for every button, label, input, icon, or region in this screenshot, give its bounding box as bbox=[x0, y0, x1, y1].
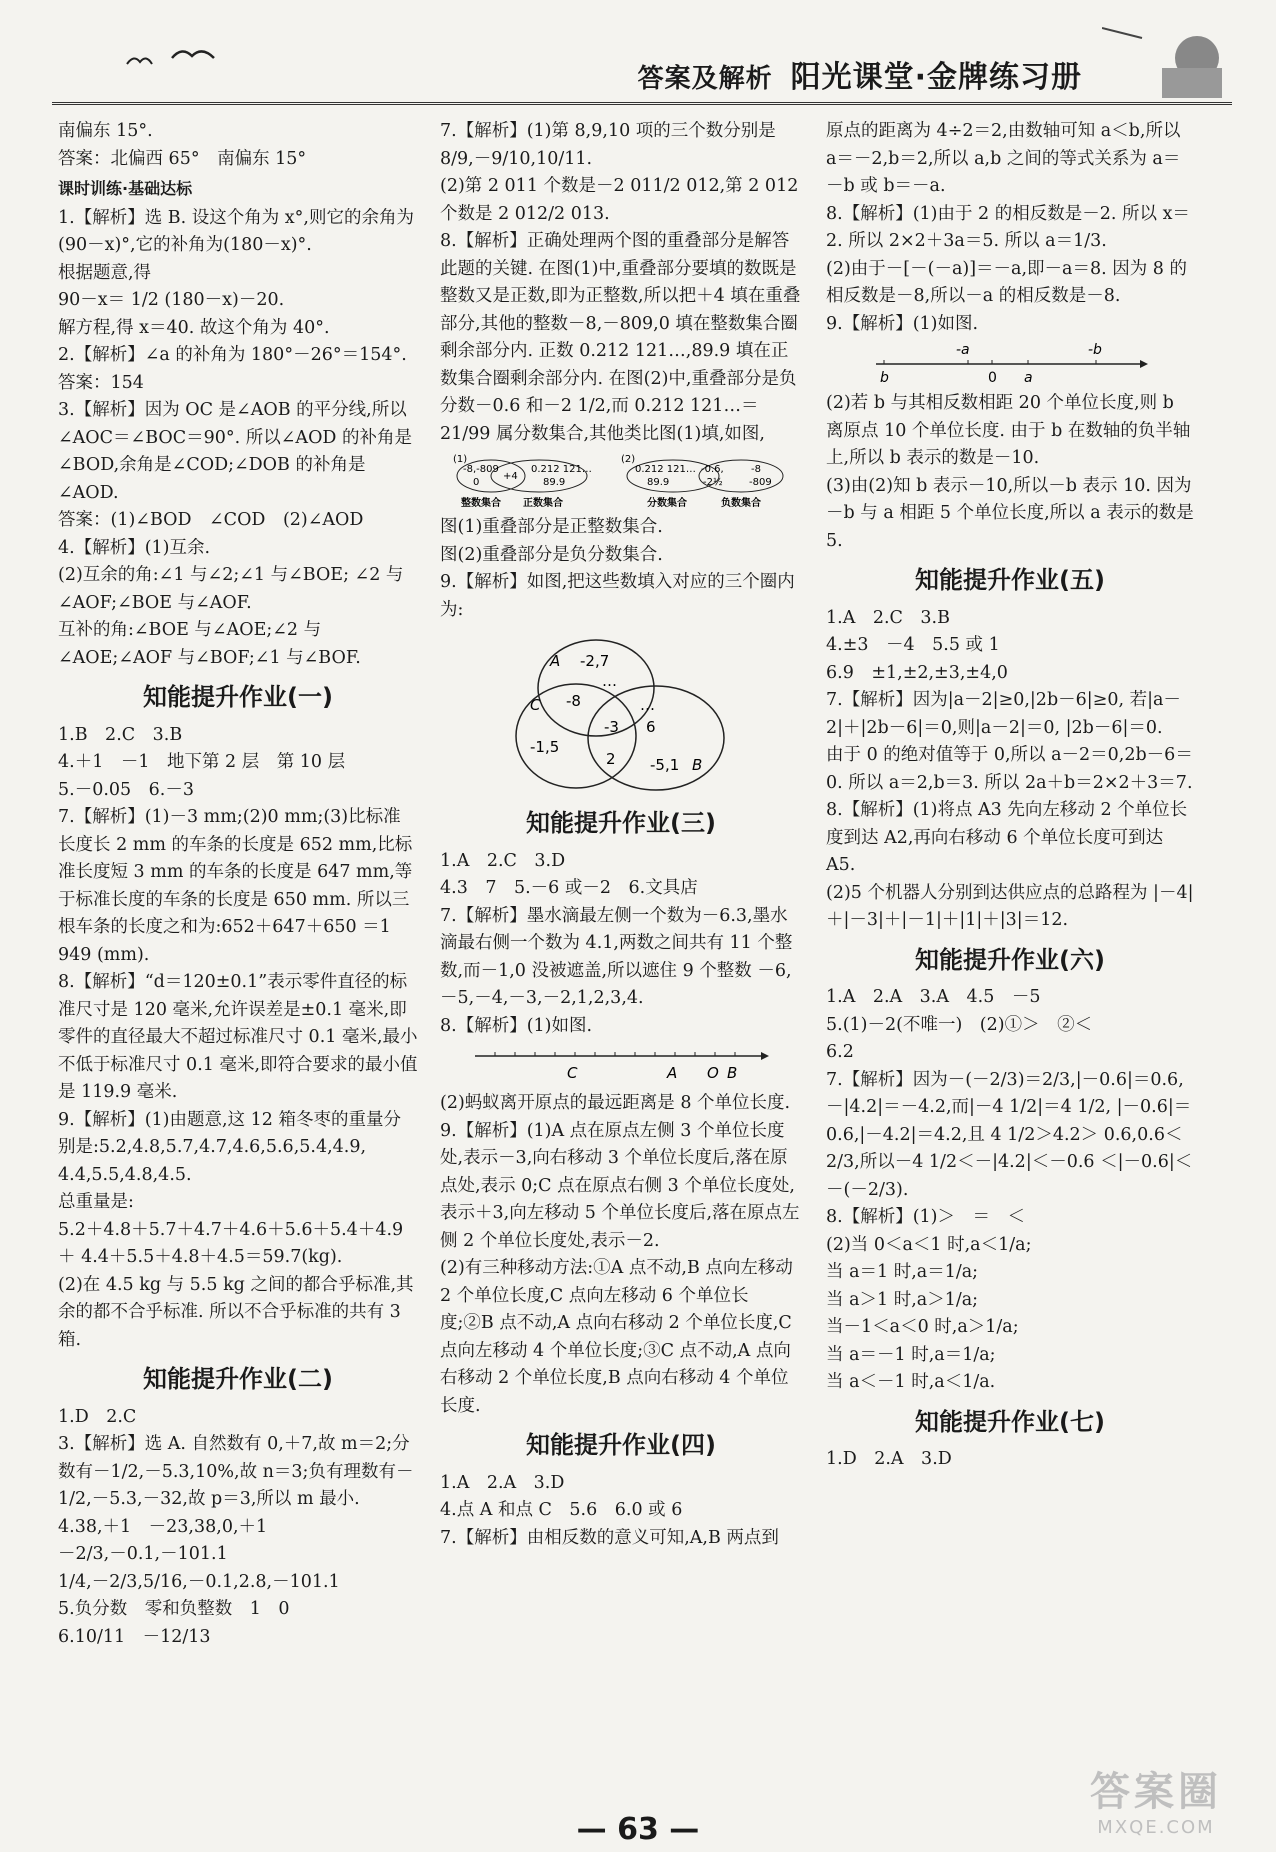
text-line: 原点的距离为 4÷2＝2,由数轴可知 a＜b,所以 a＝－2,b＝2,所以 a,b 之间的等式关系为 a＝－b 或 b＝－a. bbox=[826, 121, 1181, 196]
section-heading: 知能提升作业(七) bbox=[915, 1407, 1105, 1436]
venn-diagram bbox=[506, 628, 736, 798]
point-label: C bbox=[567, 1064, 578, 1082]
text-line: 当 a＝1 时,a＝1/a; bbox=[826, 1262, 979, 1282]
text-line: －2/3,－0.1,－101.1 bbox=[58, 1544, 228, 1564]
answer-item: 6.9 ±1,±2,±3,±4,0 bbox=[826, 662, 1008, 683]
text-line: 图(2)重叠部分是负分数集合. bbox=[440, 544, 663, 565]
answer-item: 4.点 A 和点 C 5.6 6.0 或 6 bbox=[440, 1500, 683, 1520]
text-line: (2)5 个机器人分别到达供应点的总路程为 |－4|＋|－3|＋|－1|＋|1|＋|3|＝12. bbox=[826, 882, 1194, 930]
page-number: — 63 — bbox=[576, 1812, 700, 1847]
column-3 bbox=[826, 118, 1194, 1474]
answer-item: 1.A 2.A 3.A 4.5 －5 bbox=[826, 987, 1041, 1007]
answer-item: 4.±3 －4 5.5 或 1 bbox=[826, 635, 1000, 655]
answer-item: 9.【解析】(1)A 点在原点左侧 3 个单位长度处,表示－3,向右移动 3 个单位长度后,落在原点处,表示 0;C 点在原点右侧 3 个单位长度处,表示＋3,向左移动 5 个单位长度后,落在原点左侧 2 个单位长度处,表示－2. bbox=[440, 1120, 800, 1251]
equation-line: 5.2＋4.8＋5.7＋4.7＋4.6＋5.6＋5.4＋4.9＋ 4.4＋5.5＋4.8＋4.5＝59.7(kg). bbox=[58, 1219, 404, 1267]
section-heading: 知能提升作业(五) bbox=[915, 566, 1105, 594]
fig2-caption: 负数集合 bbox=[721, 498, 761, 509]
answer-item: 9.【解析】(1)如图. bbox=[826, 313, 979, 334]
fig1-set-text: 0 bbox=[473, 477, 480, 488]
answer-item: 1.B 2.C 3.B bbox=[58, 724, 183, 745]
fig2-label: (2) bbox=[621, 454, 636, 465]
answer-item: 7.【解析】(1)第 8,9,10 项的三个数分别是 8/9,－9/10,10/11. bbox=[440, 121, 776, 169]
venn-label: C bbox=[530, 696, 541, 714]
text-line: 解方程,得 x＝40. 故这个角为 40°. bbox=[58, 317, 330, 338]
text-line: 当－1＜a＜0 时,a＞1/a; bbox=[826, 1317, 1019, 1337]
fig1-set-text: -8,-809 bbox=[463, 464, 499, 475]
section-heading: 知能提升作业(一) bbox=[143, 683, 333, 711]
fig2-set-text: 0.212 121… bbox=[635, 464, 696, 475]
axis-arrow bbox=[761, 1052, 769, 1060]
birds-icon bbox=[122, 44, 242, 74]
answer-item: 8.【解析】“d＝120±0.1”表示零件直径的标准尺寸是 120 毫米,允许误差是±0.1 毫米,即零件的直径最大不超过标准尺寸 0.1 毫米,最小不低于标准尺寸 0.1 毫米,即符合要求的最小值是 119.9 毫米. bbox=[58, 972, 418, 1102]
fig1-caption: 整数集合 bbox=[461, 498, 501, 509]
page-header bbox=[52, 40, 1232, 105]
text-line: 根据题意,得 bbox=[58, 262, 152, 283]
venn-value: 2 bbox=[606, 750, 616, 768]
text-line: (2)若 b 与其相反数相距 20 个单位长度,则 b 离原点 10 个单位长度. 由于 b 在数轴的负半轴上,所以 b 表示的数是－10. bbox=[826, 393, 1191, 468]
venn-label: B bbox=[692, 756, 703, 774]
section-heading: 知能提升作业(四) bbox=[526, 1431, 716, 1459]
answer-item: 7.【解析】由相反数的意义可知,A,B 两点到 bbox=[440, 1527, 779, 1548]
fig1-label: (1) bbox=[453, 454, 468, 465]
venn-label: A bbox=[550, 652, 561, 670]
answer-item: 5.(1)－2(不唯一) (2)①＞ ②＜ bbox=[826, 1014, 1093, 1035]
fig1-set-text: 89.9 bbox=[543, 477, 566, 488]
text-line: (2)在 4.5 kg 与 5.5 kg 之间的都合乎标准,其余的都不合乎标准. 所以不合乎标准的共有 3 箱. bbox=[58, 1274, 414, 1350]
answer-item: 1.D 2.C bbox=[58, 1406, 137, 1427]
answer-item: 1.【解析】选 B. 设这个角为 x°,则它的余角为 (90－x)°,它的补角为(180－x)°. bbox=[58, 207, 414, 255]
text-line: 答案：154 bbox=[58, 372, 144, 393]
watermark-url: MXQE.COM bbox=[1097, 1817, 1215, 1838]
point-label: b bbox=[880, 370, 889, 386]
fig2-set-text: -809 bbox=[749, 477, 772, 488]
fig1-set-text: +4 bbox=[503, 471, 518, 482]
watermark-text: 答案圈 bbox=[1090, 1769, 1222, 1815]
venn-circle-b bbox=[588, 686, 724, 790]
point-label: -b bbox=[1088, 342, 1102, 358]
venn-value: -2,7 bbox=[580, 652, 610, 670]
text-line: (2)互余的角:∠1 与∠2;∠1 与∠BOE; ∠2 与∠AOF;∠BOE 与∠AOF. bbox=[58, 565, 404, 613]
text-line: (2)当 0＜a＜1 时,a＜1/a; bbox=[826, 1234, 1032, 1255]
text-line: 当 a＞1 时,a＞1/a; bbox=[826, 1289, 979, 1310]
text-line: 当 a＜－1 时,a＜1/a. bbox=[826, 1372, 996, 1392]
answer-item: 6.2 bbox=[826, 1042, 854, 1062]
axis-arrow bbox=[1140, 360, 1148, 368]
text-line: (3)由(2)知 b 表示－10,所以－b 表示 10. 因为－b 与 a 相距 5 个单位长度,所以 a 表示的数是 5. bbox=[826, 475, 1194, 551]
point-label: O bbox=[707, 1064, 719, 1082]
column-1 bbox=[58, 118, 418, 1651]
venn-value: -8 bbox=[566, 692, 581, 710]
set-diagrams bbox=[451, 452, 791, 510]
answer-item: 1.A 2.A 3.D bbox=[440, 1472, 565, 1493]
text-line: 南偏东 15°. bbox=[58, 121, 153, 141]
answer-item: 8.【解析】(1)由于 2 的相反数是－2. 所以 x＝2. 所以 2×2＋3a＝5. 所以 a＝1/3. bbox=[826, 203, 1190, 251]
text-line: (2)由于－[－(－a)]＝－a,即－a＝8. 因为 8 的相反数是－8,所以－a 的相反数是－8. bbox=[826, 258, 1187, 306]
point-label: A bbox=[667, 1064, 678, 1082]
fig2-caption: 分数集合 bbox=[647, 498, 687, 509]
header-title: 答案及解析 阳光课堂·金牌练习册 bbox=[637, 60, 1082, 95]
text-line: 互补的角:∠BOE 与∠AOE;∠2 与 ∠AOE;∠AOF 与∠BOF;∠1 与∠BOF. bbox=[58, 620, 361, 668]
fig1-caption: 正数集合 bbox=[523, 498, 563, 509]
point-label: 0 bbox=[988, 370, 997, 386]
section-subtitle: 课时训练·基础达标 bbox=[58, 179, 193, 198]
point-label: -a bbox=[956, 342, 970, 358]
point-label: a bbox=[1024, 370, 1033, 386]
answer-item: 2.【解析】∠a 的补角为 180°－26°＝154°. bbox=[58, 345, 407, 365]
section-heading: 知能提升作业(三) bbox=[526, 809, 716, 837]
answer-item: 8.【解析】(1)如图. bbox=[440, 1015, 593, 1036]
number-line-col2 bbox=[471, 1044, 771, 1086]
answer-item: 8.【解析】(1)将点 A3 先向左移动 2 个单位长度到达 A2,再向右移动 6 个单位长度可到达 A5. bbox=[826, 800, 1188, 875]
fig1-set-text: 0.212 121… bbox=[531, 464, 592, 475]
watermark bbox=[1076, 1760, 1236, 1840]
text-line: 答案：(1)∠BOD ∠COD (2)∠AOD bbox=[58, 510, 364, 530]
answer-item: 8.【解析】正确处理两个图的重叠部分是解答此题的关键. 在图(1)中,重叠部分要填的数既是整数又是正数,即为正整数,所以把＋4 填在重叠部分,其他的整数－8,－809,0 填在整数集合圈剩余部分内. 正数 0.212 121…,89.9 填在正数集合圈剩余部分内. 在图(2)中,重叠部分是负分数－0.6 和－2 1/2,而 0.212 121…＝21/99 属分数集合,其他类比图(1)填,如图, bbox=[440, 231, 801, 444]
fig2-set-text: -0.6, bbox=[701, 464, 724, 475]
text-line: (2)蚂蚁离开原点的最远距离是 8 个单位长度. bbox=[440, 1093, 791, 1113]
section-heading: 知能提升作业(二) bbox=[143, 1365, 333, 1393]
text-line: 当 a＝－1 时,a＝1/a; bbox=[826, 1344, 996, 1365]
fig2-set-text: -8 bbox=[751, 464, 761, 475]
point-label: B bbox=[727, 1064, 738, 1082]
text-line: 答案：北偏西 65° 南偏东 15° bbox=[58, 148, 307, 169]
answer-item: 8.【解析】(1)＞ ＝ ＜ bbox=[826, 1207, 1025, 1227]
answer-item: 7.【解析】因为－(－2/3)＝2/3,|－0.6|＝0.6, －|4.2|＝－4.2,而|－4 1/2|＝4 1/2, |－0.6|＝0.6,|－4.2|＝4.2,且 4 1/2＞4.2＞ 0.6,0.6＜2/3,所以－4 1/2＜－|4.2|＜－0.6 ＜|－0.6|＜－(－2/3). bbox=[826, 1069, 1193, 1200]
answer-item: 3.【解析】因为 OC 是∠AOB 的平分线,所以 ∠AOC＝∠BOC＝90°. 所以∠AOD 的补角是∠BOD,余角是∠COD;∠DOB 的补角是∠AOD. bbox=[58, 400, 413, 503]
answer-item: 1.A 2.C 3.B bbox=[826, 607, 950, 628]
venn-value: 6 bbox=[646, 718, 656, 736]
answer-item: 1.A 2.C 3.D bbox=[440, 850, 566, 871]
answer-item: 3.【解析】选 A. 自然数有 0,＋7,故 m＝2;分数有－1/2,－5.3,10%,故 n＝3;负有理数有－1/2,－5.3,－32,故 p＝3,所以 m 最小. bbox=[58, 1434, 414, 1509]
section-heading: 知能提升作业(六) bbox=[915, 945, 1105, 974]
answer-item: 6.10/11 －12/13 bbox=[58, 1626, 211, 1647]
answer-item: 4.3 7 5.－6 或－2 6.文具店 bbox=[440, 878, 698, 898]
answer-item: 1.D 2.A 3.D bbox=[826, 1449, 952, 1469]
answer-item: 5.－0.05 6.－3 bbox=[58, 779, 194, 800]
number-line-col3 bbox=[870, 342, 1150, 386]
venn-value: … bbox=[640, 696, 655, 714]
venn-value: … bbox=[602, 672, 617, 690]
text-line: 1/4,－2/3,5/16,－0.1,2.8,－101.1 bbox=[58, 1571, 340, 1592]
answer-item: 4.＋1 －1 地下第 2 层 第 10 层 bbox=[58, 752, 346, 772]
answer-item: 4.【解析】(1)互余. bbox=[58, 537, 211, 558]
answer-item: 4.38,＋1 －23,38,0,＋1 bbox=[58, 1516, 268, 1537]
venn-value: -3 bbox=[604, 718, 619, 736]
answer-item: 7.【解析】(1)－3 mm;(2)0 mm;(3)比标准长度长 2 mm 的车条的长度是 652 mm,比标准长度短 3 mm 的车条的长度是 647 mm,等于标准长度的车条的长度是 650 mm. 所以三根车条的长度之和为:652＋647＋650 ＝1 949 (mm). bbox=[58, 807, 413, 965]
text-line: (2)有三种移动方法:①A 点不动,B 点向左移动 2 个单位长度,C 点向左移动 6 个单位长度;②B 点不动,A 点向右移动 2 个单位长度,C 点向左移动 4 个单位长度;③C 点不动,A 点向右移动 2 个单位长度,B 点向右移动 4 个单位长度. bbox=[440, 1258, 793, 1416]
text-line: (2)第 2 011 个数是－2 011/2 012,第 2 012 个数是 2 012/2 013. bbox=[440, 176, 799, 224]
equation-line: 90－x＝ 1/2 (180－x)－20. bbox=[58, 290, 285, 310]
answer-item: 9.【解析】如图,把这些数填入对应的三个圈内为: bbox=[440, 572, 795, 620]
answer-item: 5.负分数 零和负整数 1 0 bbox=[58, 1599, 290, 1619]
fig2-set-text: -2½ bbox=[703, 477, 723, 488]
answer-item: 7.【解析】因为|a－2|≥0,|2b－6|≥0, 若|a－2|＋|2b－6|＝0,则|a－2|＝0, |2b－6|＝0. bbox=[826, 690, 1181, 738]
venn-value: -5,1 bbox=[650, 756, 680, 774]
text-line: 由于 0 的绝对值等于 0,所以 a－2＝0,2b－6＝0. 所以 a＝2,b＝3. 所以 2a＋b＝2×2＋3＝7. bbox=[826, 745, 1193, 793]
text-line: 图(1)重叠部分是正整数集合. bbox=[440, 517, 663, 537]
venn-value: -1,5 bbox=[530, 738, 560, 756]
answer-item: 7.【解析】墨水滴最左侧一个数为－6.3,墨水滴最右侧一个数为 4.1,两数之间共有 11 个整数,而－1,0 没被遮盖,所以遮住 9 个整数 －6,－5,－4,－3,－2,1,2,3,4. bbox=[440, 905, 793, 1008]
answer-item: 9.【解析】(1)由题意,这 12 箱冬枣的重量分别是:5.2,4.8,5.7,4.7,4.6,5.6,5.4,4.9, 4.4,5.5,4.8,4.5. bbox=[58, 1109, 401, 1185]
column-2 bbox=[440, 118, 802, 1552]
text-line: 总重量是: bbox=[58, 1192, 134, 1212]
header-decoration-icon bbox=[1102, 18, 1232, 102]
fig2-set-text: 89.9 bbox=[647, 477, 670, 488]
